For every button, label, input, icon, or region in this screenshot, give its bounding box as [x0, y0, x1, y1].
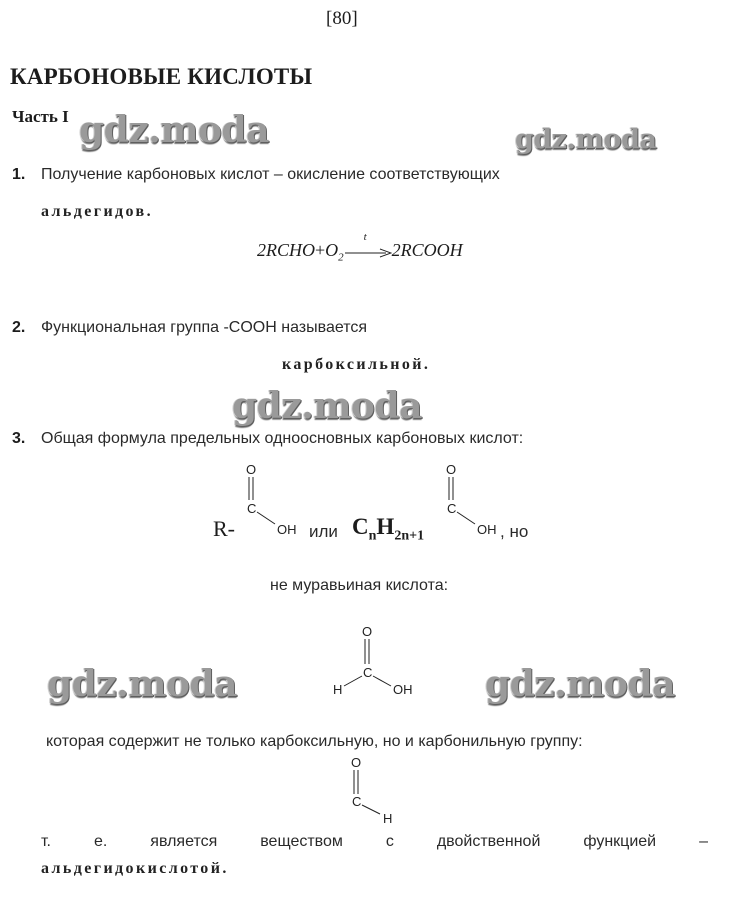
final-word: двойственной [436, 833, 541, 850]
final-word: е. [93, 833, 108, 850]
equation-right: 2RCOOH [391, 240, 463, 260]
formula-hydrogen: H [376, 514, 395, 539]
watermark-logo: gdz.moda [485, 663, 675, 705]
final-answer: альдегидокислотой. [41, 860, 229, 877]
equation-oxygen: O [325, 240, 339, 260]
atom-carbon: C [363, 665, 373, 680]
atom-oxygen: O [246, 462, 257, 477]
formic-line: не муравьиная кислота: [270, 577, 449, 594]
arrow-right-icon [344, 248, 392, 258]
atom-oxygen: O [351, 755, 362, 770]
carbonyl-structure [345, 752, 405, 828]
final-word: т. [41, 833, 51, 850]
equation-plus: + [315, 240, 326, 260]
carboxyl-structure [238, 460, 308, 540]
atom-oxygen: O [446, 462, 457, 477]
formula-carbon: C [352, 514, 369, 539]
atom-hydrogen: H [383, 811, 393, 826]
final-word: является [150, 833, 218, 850]
or-word: или [309, 522, 338, 541]
atom-oxygen: O [362, 624, 373, 639]
formula-carbon-subscript: n [368, 528, 377, 544]
atom-hydroxyl: OH [277, 522, 297, 537]
item-answer: карбоксильной. [282, 356, 431, 373]
formula-r-prefix: R- [213, 516, 235, 541]
general-formula [352, 514, 424, 545]
watermark-logo: gdz.moda [79, 109, 269, 151]
page-title: КАРБОНОВЫЕ КИСЛОТЫ [10, 64, 313, 89]
item-text: Общая формула предельных одноосновных карбоновых кислот: [41, 430, 524, 447]
atom-carbon: C [247, 501, 257, 516]
item-number: 1. [12, 166, 26, 183]
final-word: с [385, 833, 394, 850]
contains-line: которая содержит не только карбоксильную, но и карбонильную группу: [46, 733, 583, 750]
carboxyl-structure [438, 460, 508, 540]
watermark-logo: gdz.moda [232, 385, 422, 427]
formula-tail: , но [500, 522, 529, 541]
final-word: функцией [583, 833, 657, 850]
item-text: Получение карбоновых кислот – окисление соответствующих [41, 166, 500, 183]
atom-hydroxyl: OH [393, 682, 413, 697]
watermark-logo: gdz.moda [47, 663, 237, 705]
atom-hydrogen: H [333, 682, 343, 697]
atom-hydroxyl: OH [477, 522, 497, 537]
item-number: 2. [12, 319, 26, 336]
equation-left: 2RCHO [257, 240, 315, 260]
final-word: веществом [260, 833, 343, 850]
page-number: [80] [326, 8, 358, 29]
final-line [41, 833, 708, 851]
item-number: 3. [12, 430, 26, 447]
atom-carbon: C [447, 501, 457, 516]
reaction-arrow [344, 230, 392, 261]
final-word: – [699, 833, 708, 850]
item-text: Функциональная группа -COOH называется [41, 319, 368, 336]
formic-acid-structure [328, 620, 428, 702]
part-label: Часть I [12, 107, 69, 126]
arrow-condition: t [363, 230, 367, 243]
watermark-logo: gdz.moda [515, 124, 657, 155]
formula-hydrogen-subscript: 2n+1 [394, 528, 425, 544]
atom-carbon: C [352, 794, 362, 809]
reaction-equation [257, 230, 463, 264]
equation-oxygen-subscript: 2 [338, 251, 344, 264]
item-answer: альдегидов. [41, 203, 153, 220]
